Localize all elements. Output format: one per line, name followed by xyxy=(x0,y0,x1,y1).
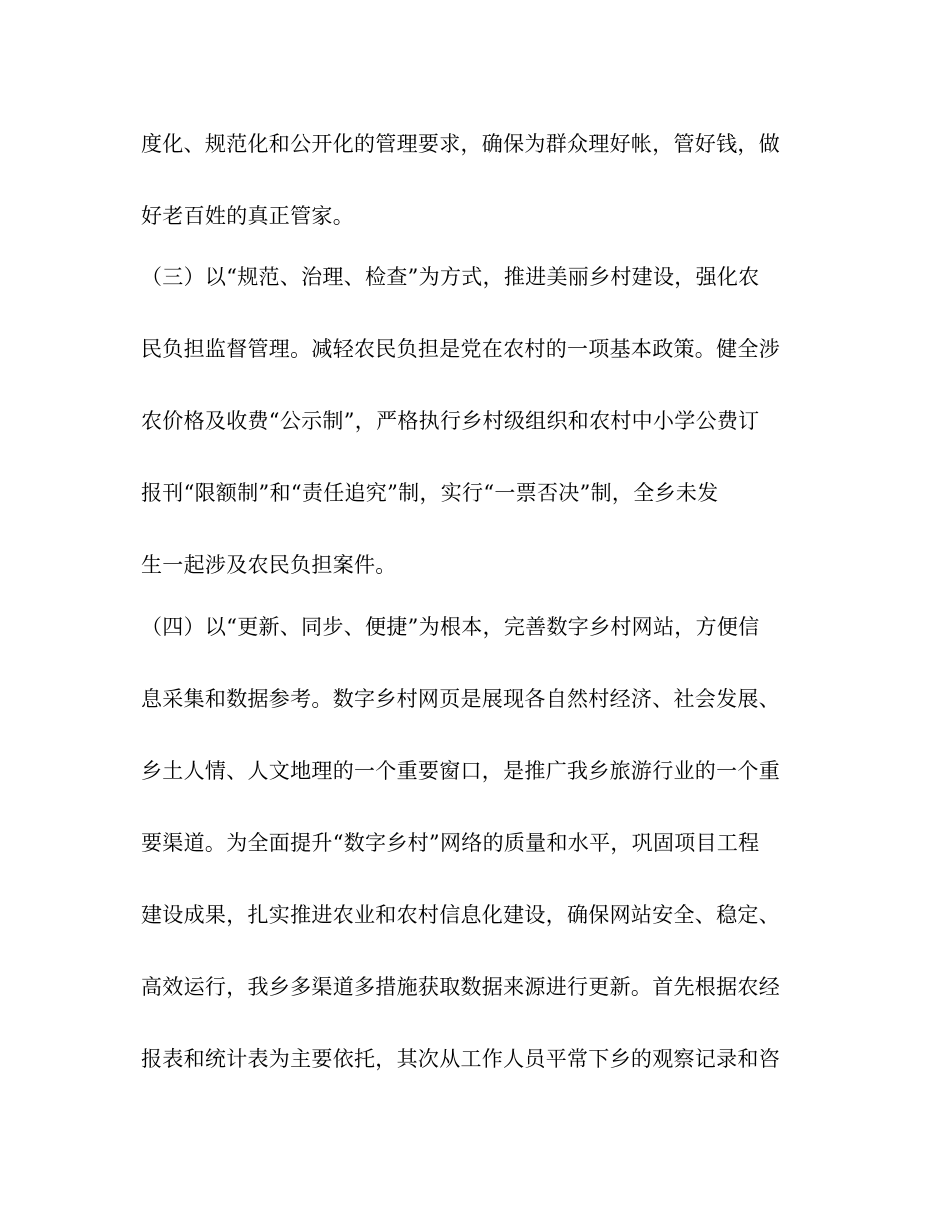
text-line: 息采集和数据参考。数字乡村网页是展现各自然村经济、社会发展、 xyxy=(141,687,780,711)
text-line: 乡土人情、人文地理的一个重要窗口，是推广我乡旅游行业的一个重 xyxy=(141,759,780,783)
section-heading-3: （三）以“规范、治理、检查”为方式，推进美丽乡村建设，强化农 xyxy=(141,265,760,289)
section-heading-4: （四）以“更新、同步、便捷”为根本，完善数字乡村网站，方便信 xyxy=(141,615,760,639)
text-line: 生一起涉及农民负担案件。 xyxy=(141,553,397,577)
text-line: 民负担监督管理。减轻农民负担是党在农村的一项基本政策。健全涉 xyxy=(141,337,780,361)
text-line: 报表和统计表为主要依托，其次从工作人员平常下乡的观察记录和咨 xyxy=(141,1047,780,1071)
text-line: 好老百姓的真正管家。 xyxy=(141,204,354,228)
text-line: 农价格及收费“公示制”，严格执行乡村级组织和农村中小学公费订 xyxy=(141,409,760,433)
text-line: 报刊“限额制”和“责任追究”制，实行“一票否决”制，全乡未发 xyxy=(141,481,719,505)
text-line: 要渠道。为全面提升“数字乡村”网络的质量和水平，巩固项目工程 xyxy=(141,831,760,855)
text-line: 建设成果，扎实推进农业和农村信息化建设，确保网站安全、稳定、 xyxy=(141,903,780,927)
text-line: 度化、规范化和公开化的管理要求，确保为群众理好帐，管好钱，做 xyxy=(141,132,780,156)
text-line: 高效运行，我乡多渠道多措施获取数据来源进行更新。首先根据农经 xyxy=(141,975,780,999)
